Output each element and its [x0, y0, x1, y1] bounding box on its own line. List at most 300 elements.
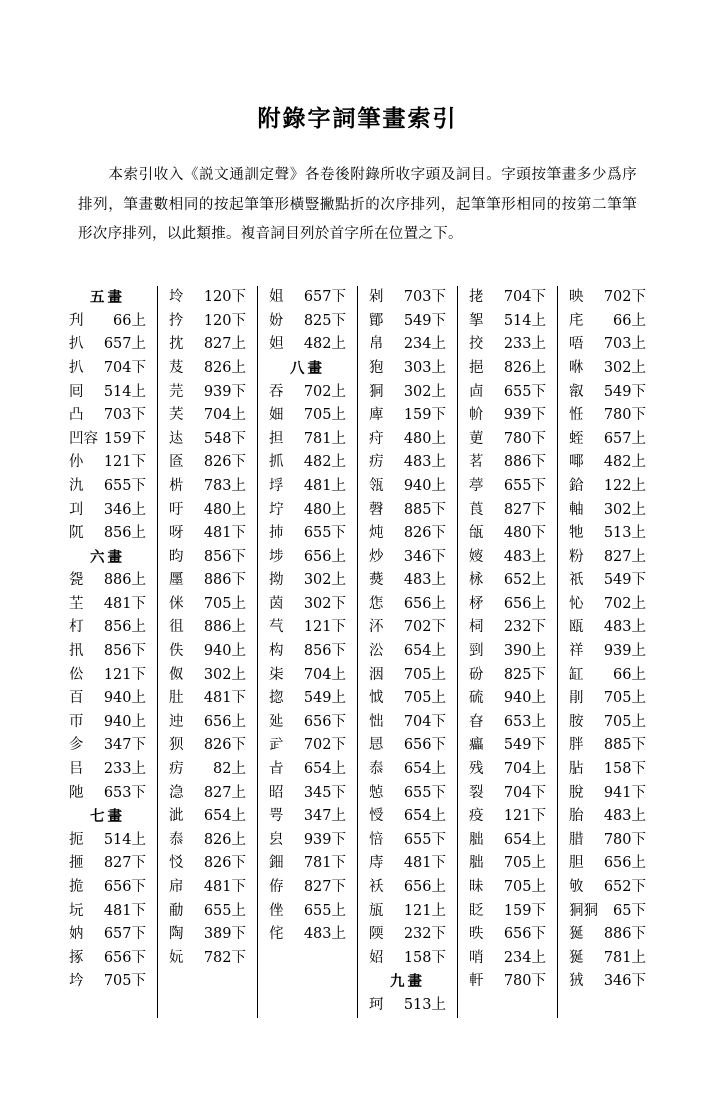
index-entry-row — [67, 593, 148, 617]
index-page-reference: 654上 — [503, 831, 546, 848]
index-page-reference: 483上 — [303, 926, 346, 943]
index-entry-row — [267, 286, 348, 310]
index-entry-row — [167, 357, 248, 381]
index-character: 妧 — [169, 949, 184, 966]
index-page-reference: 657上 — [103, 336, 146, 353]
index-page-reference: 480下 — [503, 525, 546, 542]
index-entry-row — [167, 381, 248, 405]
index-character: 㖿 — [569, 454, 584, 471]
index-entry-row — [367, 805, 448, 829]
index-entry-row — [367, 923, 448, 947]
index-entry-row — [167, 640, 248, 664]
index-page-reference: 483上 — [603, 619, 646, 636]
index-entry-row — [467, 310, 548, 334]
index-page-reference: 549下 — [403, 312, 446, 329]
index-entry-row — [567, 569, 648, 593]
index-page-reference: 780下 — [503, 430, 546, 447]
index-page-reference: 158下 — [603, 761, 646, 778]
index-entry-row — [367, 782, 448, 806]
index-character: 㚼 — [269, 407, 284, 424]
index-entry-row — [567, 687, 648, 711]
index-page-reference: 702上 — [603, 595, 646, 612]
index-entry-row — [67, 499, 148, 523]
index-page-reference: 655下 — [503, 383, 546, 400]
index-character: 芫 — [169, 383, 184, 400]
index-page-reference: 66上 — [613, 666, 646, 683]
index-entry-row — [67, 900, 148, 924]
index-character: 葶 — [469, 477, 484, 494]
index-entry-row — [567, 640, 648, 664]
index-page-reference: 656上 — [403, 595, 446, 612]
index-entry-row — [567, 947, 648, 971]
index-page-reference: 652上 — [503, 572, 546, 589]
index-entry-row — [467, 734, 548, 758]
index-entry-row — [67, 687, 148, 711]
stroke-count-label: 五畫 — [90, 289, 125, 307]
index-entry-row — [167, 734, 248, 758]
index-character: 仦 — [69, 454, 84, 471]
index-character: 妢 — [269, 312, 284, 329]
index-page-reference: 121下 — [103, 666, 146, 683]
index-page-reference: 826下 — [203, 454, 246, 471]
index-page-reference: 302下 — [303, 595, 346, 612]
index-character: 凸 — [69, 407, 84, 424]
index-page-reference: 654上 — [403, 808, 446, 825]
index-character: 㓚 — [69, 501, 84, 518]
index-page-reference: 702下 — [403, 619, 446, 636]
index-character: 蛭 — [569, 430, 584, 447]
index-character: 残 — [469, 761, 484, 778]
index-entry-row — [367, 593, 448, 617]
index-page-reference: 482上 — [303, 336, 346, 353]
index-page-reference: 940上 — [103, 690, 146, 707]
index-entry-row — [267, 923, 348, 947]
index-entry-row — [267, 782, 348, 806]
index-entry-row — [367, 687, 448, 711]
index-page-reference: 939下 — [203, 383, 246, 400]
index-character: 百 — [69, 690, 84, 707]
index-page-reference: 652下 — [603, 879, 646, 895]
index-entry-row — [367, 381, 448, 405]
index-entry-row — [567, 546, 648, 570]
index-entry-row — [167, 333, 248, 357]
index-entry-row — [267, 664, 348, 688]
index-entry-row — [67, 451, 148, 475]
index-entry-row — [567, 923, 648, 947]
index-page-reference: 940上 — [203, 643, 246, 660]
index-page-reference: 703下 — [103, 407, 146, 424]
index-character: 侟 — [269, 879, 284, 895]
stroke-count-heading — [67, 546, 148, 570]
index-character: 氿 — [69, 477, 84, 494]
index-character: 坾 — [269, 501, 284, 518]
index-page-reference: 482上 — [303, 454, 346, 471]
index-character: 炒 — [369, 548, 384, 565]
index-entry-row — [67, 333, 148, 357]
index-page-reference: 656下 — [103, 879, 146, 895]
stroke-count-heading — [67, 805, 148, 829]
index-character: 㷼 — [369, 572, 384, 589]
index-character: 侳 — [269, 902, 284, 919]
index-entry-row — [167, 947, 248, 971]
index-character: 砏 — [469, 666, 484, 683]
index-character: 疠 — [369, 454, 384, 471]
index-column-5 — [457, 286, 557, 1017]
index-entry-row — [367, 734, 448, 758]
index-entry-row — [467, 286, 548, 310]
index-entry-row — [267, 428, 348, 452]
index-entry-row — [567, 310, 648, 334]
index-page-reference: 233上 — [503, 336, 546, 353]
index-character: 迚 — [169, 713, 184, 730]
index-page-reference: 120下 — [203, 312, 246, 329]
index-page-reference: 480上 — [203, 501, 246, 518]
index-entry-row — [467, 640, 548, 664]
index-columns — [58, 286, 657, 1017]
index-page-reference: 655上 — [303, 902, 346, 919]
intro-paragraph — [78, 161, 637, 250]
index-entry-row — [267, 616, 348, 640]
index-entry-row — [567, 616, 648, 640]
index-character: 狿 — [569, 949, 584, 966]
index-character: 侎 — [169, 595, 184, 612]
index-page-reference: 886上 — [103, 572, 146, 589]
index-entry-row — [367, 876, 448, 900]
index-character: 㤙 — [369, 737, 384, 754]
index-character: 抌 — [169, 336, 184, 353]
index-page-reference: 827上 — [603, 548, 646, 565]
index-page-reference: 939下 — [303, 831, 346, 848]
stroke-count-heading — [367, 970, 448, 994]
index-character: 㥉 — [369, 831, 384, 848]
index-character: 㥅 — [369, 808, 384, 825]
index-page-reference: 856上 — [103, 525, 146, 542]
index-character: 㤛 — [569, 407, 584, 424]
index-page-reference: 121下 — [303, 619, 346, 636]
index-entry-row — [267, 900, 348, 924]
index-entry-row — [67, 829, 148, 853]
index-entry-row — [467, 381, 548, 405]
index-entry-row — [267, 687, 348, 711]
index-page-reference: 886下 — [203, 572, 246, 589]
index-character: 扟 — [69, 643, 84, 660]
index-page-reference: 481下 — [403, 855, 446, 872]
index-page-reference: 234上 — [403, 336, 446, 353]
index-page-reference: 856下 — [203, 548, 246, 565]
index-page-reference: 704下 — [503, 784, 546, 801]
index-page-reference: 886下 — [503, 454, 546, 471]
index-character: 㠯 — [69, 761, 84, 778]
index-character: 炖 — [369, 525, 384, 542]
index-character: 勈 — [169, 902, 184, 919]
index-page-reference: 825下 — [503, 666, 546, 683]
index-character: 祇 — [569, 572, 584, 589]
index-character: 㤗 — [169, 831, 184, 848]
index-page-reference: 656下 — [103, 949, 146, 966]
index-entry-row — [167, 522, 248, 546]
index-entry-row — [167, 876, 248, 900]
index-page-reference: 347上 — [303, 808, 346, 825]
index-character: 唔 — [569, 336, 584, 353]
index-entry-row — [367, 616, 448, 640]
index-page-reference: 549上 — [303, 690, 346, 707]
index-page-reference: 302上 — [603, 501, 646, 518]
index-character: 㭍 — [269, 666, 284, 683]
index-entry-row — [67, 782, 148, 806]
index-page-reference: 656上 — [303, 548, 346, 565]
index-entry-row — [167, 569, 248, 593]
index-character: 匼 — [169, 454, 184, 471]
index-page-reference: 346下 — [603, 973, 646, 990]
index-entry-row — [367, 286, 448, 310]
index-character: 㢟 — [269, 713, 284, 730]
index-page-reference: 940上 — [503, 690, 546, 707]
index-page-reference: 656下 — [403, 737, 446, 754]
index-page-reference: 657下 — [103, 926, 146, 943]
index-character: 徂 — [169, 619, 184, 636]
index-entry-row — [567, 711, 648, 735]
index-entry-row — [567, 664, 648, 688]
index-character: 挐 — [469, 312, 484, 329]
index-page-reference: 389下 — [203, 926, 246, 943]
index-entry-row — [167, 475, 248, 499]
index-entry-row — [167, 805, 248, 829]
index-page-reference: 232下 — [503, 619, 546, 636]
index-entry-row — [467, 852, 548, 876]
index-character: 担 — [269, 430, 284, 447]
index-character: 㫖 — [269, 761, 284, 778]
index-page-reference: 705上 — [403, 690, 446, 707]
index-page-reference: 826下 — [403, 525, 446, 542]
index-page-reference: 827上 — [203, 336, 246, 353]
index-page-reference: 346上 — [103, 501, 146, 518]
index-character: 阢 — [69, 525, 84, 542]
index-character: 芺 — [169, 407, 184, 424]
index-character: 㤗 — [369, 761, 384, 778]
index-character: 疫 — [469, 808, 484, 825]
index-page-reference: 159下 — [103, 430, 146, 447]
index-page-reference: 941下 — [603, 784, 646, 801]
index-entry-row — [367, 947, 448, 971]
index-character: 泚 — [169, 808, 184, 825]
index-character: 㡯 — [569, 312, 584, 329]
index-character: 胋 — [569, 761, 584, 778]
index-page-reference: 780下 — [503, 973, 546, 990]
index-entry-row — [567, 451, 648, 475]
index-entry-row — [367, 640, 448, 664]
index-entry-row — [467, 805, 548, 829]
index-entry-row — [67, 923, 148, 947]
index-character: 扲 — [169, 312, 184, 329]
index-character: 㕓 — [169, 572, 184, 589]
index-entry-row — [67, 616, 148, 640]
index-page-reference: 705上 — [303, 407, 346, 424]
index-page-reference: 704上 — [503, 761, 546, 778]
index-character: 庳 — [369, 407, 384, 424]
index-entry-row — [267, 876, 348, 900]
index-character: 瓯 — [569, 619, 584, 636]
index-page-reference: 66上 — [113, 312, 146, 329]
index-character: 扒 — [69, 336, 84, 353]
index-character: 狍 — [369, 359, 384, 376]
index-entry-row — [367, 569, 448, 593]
index-entry-row — [567, 475, 648, 499]
index-page-reference: 705上 — [203, 595, 246, 612]
index-character: 㧾 — [269, 690, 284, 707]
index-page-reference: 656下 — [503, 926, 546, 943]
index-character: 疠 — [169, 761, 184, 778]
index-character: 袄 — [369, 879, 384, 895]
index-entry-row — [167, 404, 248, 428]
index-character: 帍 — [169, 879, 184, 895]
index-entry-row — [467, 616, 548, 640]
index-character: 埗 — [269, 548, 284, 565]
index-page-reference: 655下 — [403, 784, 446, 801]
index-entry-row — [167, 616, 248, 640]
index-column-1 — [58, 286, 157, 1017]
index-entry-row — [167, 758, 248, 782]
index-entry-row — [167, 310, 248, 334]
index-character: 㳅 — [369, 619, 384, 636]
index-entry-row — [367, 499, 448, 523]
index-entry-row — [567, 593, 648, 617]
index-character: 姐 — [269, 289, 284, 306]
index-page-reference: 653下 — [103, 784, 146, 801]
index-entry-row — [567, 381, 648, 405]
index-entry-row — [367, 829, 448, 853]
index-page-reference: 345下 — [303, 784, 346, 801]
index-page-reference: 481下 — [103, 902, 146, 919]
index-character: 芏 — [69, 595, 84, 612]
index-page-reference: 121下 — [503, 808, 546, 825]
index-page-reference: 826下 — [203, 855, 246, 872]
index-column-6 — [557, 286, 657, 1017]
index-entry-row — [467, 664, 548, 688]
index-character: 坃 — [69, 902, 84, 919]
index-entry-row — [167, 451, 248, 475]
index-entry-row — [467, 451, 548, 475]
index-character: 㧜 — [69, 855, 84, 872]
index-entry-row — [467, 923, 548, 947]
index-character: 剁 — [369, 289, 384, 306]
index-entry-row — [367, 357, 448, 381]
index-character: 㤊 — [169, 855, 184, 872]
index-entry-row — [367, 451, 448, 475]
index-page-reference: 705上 — [603, 713, 646, 730]
index-page-reference: 856下 — [303, 643, 346, 660]
intro-text: 本索引收入《説文通訓定聲》各卷後附錄所收字頭及詞目。字頭按筆畫多少爲序排列，筆畫數相同的按起筆筆形橫豎撇點折的次序排列，起筆筆形相同的按第二筆筆形次序排列，以此類推。複音詞目列於首字所在位置之下。 — [78, 167, 637, 243]
index-entry-row — [367, 428, 448, 452]
index-page-reference: 513上 — [403, 996, 446, 1013]
index-character: 挹 — [469, 359, 484, 376]
index-character: 哨 — [469, 949, 484, 966]
stroke-count-label: 九畫 — [390, 973, 425, 991]
index-character: 凹容 — [69, 430, 98, 447]
index-character: 芨 — [169, 359, 184, 376]
index-character: 軸 — [569, 501, 584, 518]
index-character: 㧪 — [69, 879, 84, 895]
index-character: 吁 — [169, 501, 184, 518]
index-page-reference: 940上 — [403, 477, 446, 494]
index-character: 刋 — [69, 312, 84, 329]
index-page-reference: 390上 — [503, 643, 546, 660]
index-page-reference: 232下 — [403, 926, 446, 943]
index-entry-row — [367, 900, 448, 924]
index-entry-row — [367, 310, 448, 334]
index-character: 敂 — [569, 879, 584, 895]
index-character: 咢 — [269, 808, 284, 825]
index-entry-row — [567, 900, 648, 924]
index-page-reference: 653上 — [503, 713, 546, 730]
index-entry-row — [467, 569, 548, 593]
index-page-reference: 705下 — [103, 973, 146, 990]
index-entry-row — [367, 852, 448, 876]
index-entry-row — [267, 640, 348, 664]
index-character: 牠 — [569, 525, 584, 542]
index-entry-row — [167, 286, 248, 310]
index-page-reference: 483上 — [603, 808, 646, 825]
index-character: 疛 — [369, 430, 384, 447]
index-page-reference: 702下 — [303, 737, 346, 754]
index-page-reference: 656下 — [303, 713, 346, 730]
index-entry-row — [467, 711, 548, 735]
index-character: 胐 — [469, 855, 484, 872]
index-page-reference: 549下 — [603, 383, 646, 400]
index-page-reference: 940上 — [103, 713, 146, 730]
index-character: 柕 — [469, 595, 484, 612]
index-character: 扒 — [69, 359, 84, 376]
index-page-reference: 781下 — [303, 855, 346, 872]
index-character: 鈿 — [269, 855, 284, 872]
index-entry-row — [467, 687, 548, 711]
index-character: 㠹 — [469, 407, 484, 424]
index-page-reference: 483上 — [503, 548, 546, 565]
index-page-reference: 514上 — [103, 831, 146, 848]
index-page-reference: 121上 — [403, 902, 446, 919]
index-page-reference: 780下 — [603, 831, 646, 848]
index-character: 缸 — [569, 666, 584, 683]
index-entry-row — [167, 782, 248, 806]
index-entry-row — [367, 475, 448, 499]
index-page-reference: 656上 — [503, 595, 546, 612]
index-character: 㤕 — [369, 713, 384, 730]
index-page-reference: 704下 — [103, 359, 146, 376]
index-character: 芞 — [269, 619, 284, 636]
index-page-reference: 656上 — [203, 713, 246, 730]
index-entry-row — [467, 428, 548, 452]
index-character: 剄 — [469, 643, 484, 660]
index-character: 妠 — [69, 926, 84, 943]
index-entry-row — [267, 829, 348, 853]
index-character: 陶 — [169, 926, 184, 943]
index-page-reference: 826上 — [203, 359, 246, 376]
index-page-reference: 513上 — [603, 525, 646, 542]
index-entry-row — [267, 451, 348, 475]
index-page-reference: 483上 — [403, 454, 446, 471]
index-character: 莨 — [469, 501, 484, 518]
stroke-count-heading — [267, 357, 348, 381]
index-page-reference: 655下 — [103, 477, 146, 494]
index-page-reference: 302上 — [603, 359, 646, 376]
index-entry-row — [167, 711, 248, 735]
index-entry-row — [567, 357, 648, 381]
index-character: 鄮 — [369, 312, 384, 329]
index-entry-row — [367, 522, 448, 546]
index-character: 剈 — [569, 690, 584, 707]
index-character: 帀 — [69, 713, 84, 730]
index-entry-row — [67, 640, 148, 664]
index-entry-row — [367, 758, 448, 782]
